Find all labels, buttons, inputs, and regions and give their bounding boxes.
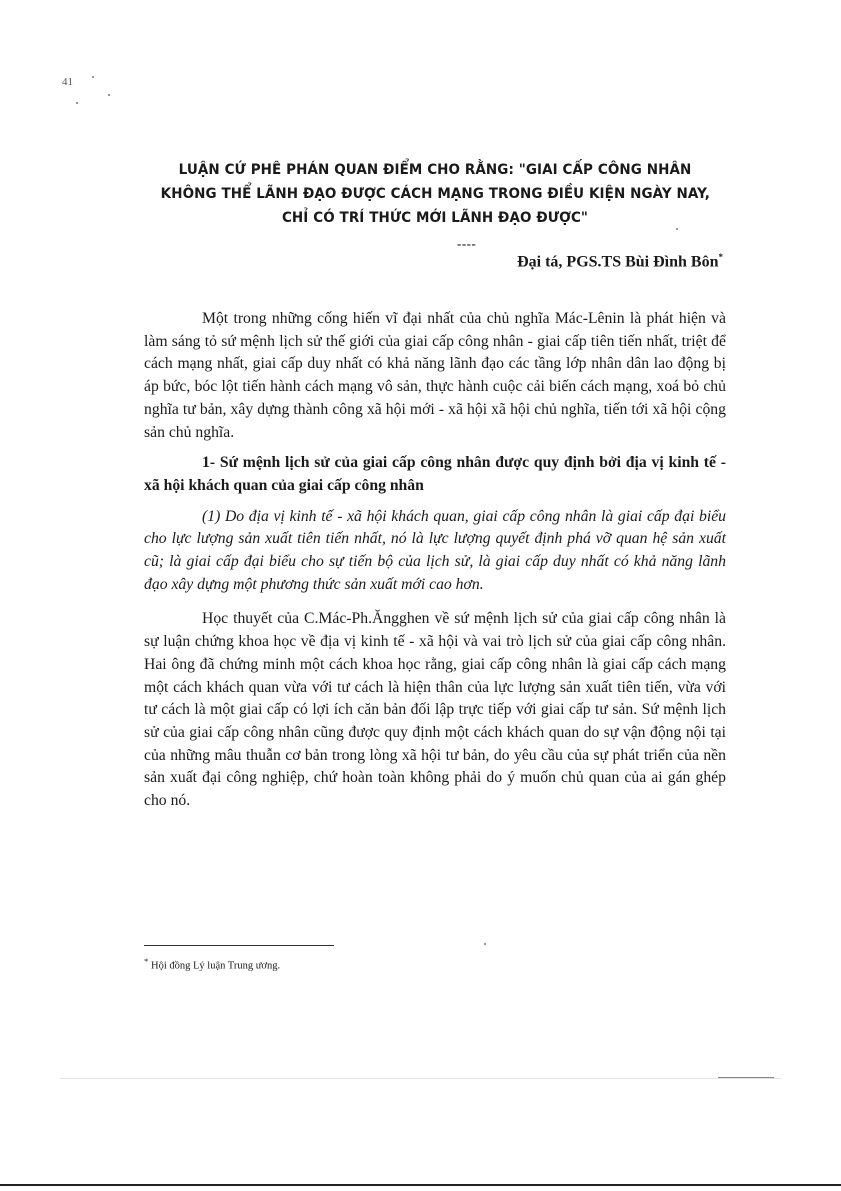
article-title (161, 158, 710, 230)
intro-paragraph: Một trong những cống hiến vĩ đại nhất của chủ nghĩa Mác-Lênin là phát hiện và làm sáng tỏ sứ mệnh lịch sử thế giới của giai cấp công nhân - giai cấp tiên tiến nhất, triệt để cách mạng nhất, giai cấp duy nhất có khả năng lãnh đạo các tầng lớp nhân dân lao động bị áp bức, bóc lột tiến hành cách mạng vô sản, thực hành cuộc cải biến cách mạng, xoá bỏ chủ nghĩa tư bản, xây dựng thành công xã hội mới - xã hội xã hội chủ nghĩa, tiến tới xã hội cộng sản chủ nghĩa. (144, 310, 726, 441)
author-name: Đại tá, PGS.TS Bùi Đình Bôn (517, 253, 719, 271)
page-bottom-edge (0, 1184, 841, 1186)
scan-faint-line (60, 1078, 781, 1079)
scan-speck (92, 76, 94, 78)
author-footnote-mark: * (718, 252, 723, 262)
scan-speck (76, 102, 78, 104)
theory-paragraph: Học thuyết của C.Mác-Ph.Ăngghen về sứ mệnh lịch sử của giai cấp công nhân là sự luận chứng khoa học về địa vị kinh tế - xã hội và vai trò lịch sử của giai cấp công nhân. Hai ông đã chứng minh một cách khoa học rằng, giai cấp công nhân là giai cấp cách mạng một cách khách quan vừa với tư cách là hiện thân của lực lượng sản xuất tiên tiến, vừa với tư cách là một giai cấp có lợi ích căn bản đối lập trực tiếp với giai cấp tư sản. Sứ mệnh lịch sử của giai cấp công nhân cũng được quy định một cách khách quan do sự vận động nội tại của những mâu thuẫn cơ bản trong lòng xã hội tư bản, do yêu cầu của sự phát triển của nền sản xuất đại công nghiệp, chứ hoàn toàn không phải do ý muốn chủ quan của ai gán ghép cho nó. (144, 610, 726, 810)
author-byline (517, 252, 723, 271)
title-line-3: CHỈ CÓ TRÍ THỨC MỚI LÃNH ĐẠO ĐƯỢC" (281, 210, 589, 226)
article-body (144, 308, 726, 813)
footnote (144, 956, 280, 972)
scan-edge-mark (718, 1077, 774, 1078)
title-line-1: LUẬN CỨ PHÊ PHÁN QUAN ĐIỂM CHO RẰNG: "GIAI CẤP CÔNG NHÂN (178, 162, 692, 178)
footnote-divider (144, 945, 334, 946)
footnote-mark: * (144, 956, 149, 966)
section-heading: 1- Sứ mệnh lịch sử của giai cấp công nhân được quy định bởi địa vị kinh tế - xã hội khách quan của giai cấp công nhân (144, 454, 726, 494)
title-line-2: KHÔNG THỂ LÃNH ĐẠO ĐƯỢC CÁCH MẠNG TRONG ĐIỀU KIỆN NGÀY NAY, (160, 186, 710, 202)
italic-thesis-paragraph: (1) Do địa vị kinh tế - xã hội khách quan, giai cấp công nhân là giai cấp đại biểu cho lực lượng sản xuất tiên tiến nhất, nó là lực lượng quyết định phá vỡ quan hệ sản xuất cũ; là giai cấp đại biểu cho sự tiến bộ của lịch sử, là giai cấp duy nhất có khả năng lãnh đạo xây dựng một phương thức sản xuất mới cao hơn. (144, 507, 726, 593)
page-mark: 41 (62, 76, 73, 88)
scan-speck (484, 943, 486, 945)
scan-speck (676, 228, 678, 230)
scan-speck (108, 94, 110, 96)
title-separator: ---- (457, 236, 477, 251)
footnote-text: Hội đồng Lý luận Trung ương. (151, 960, 281, 972)
